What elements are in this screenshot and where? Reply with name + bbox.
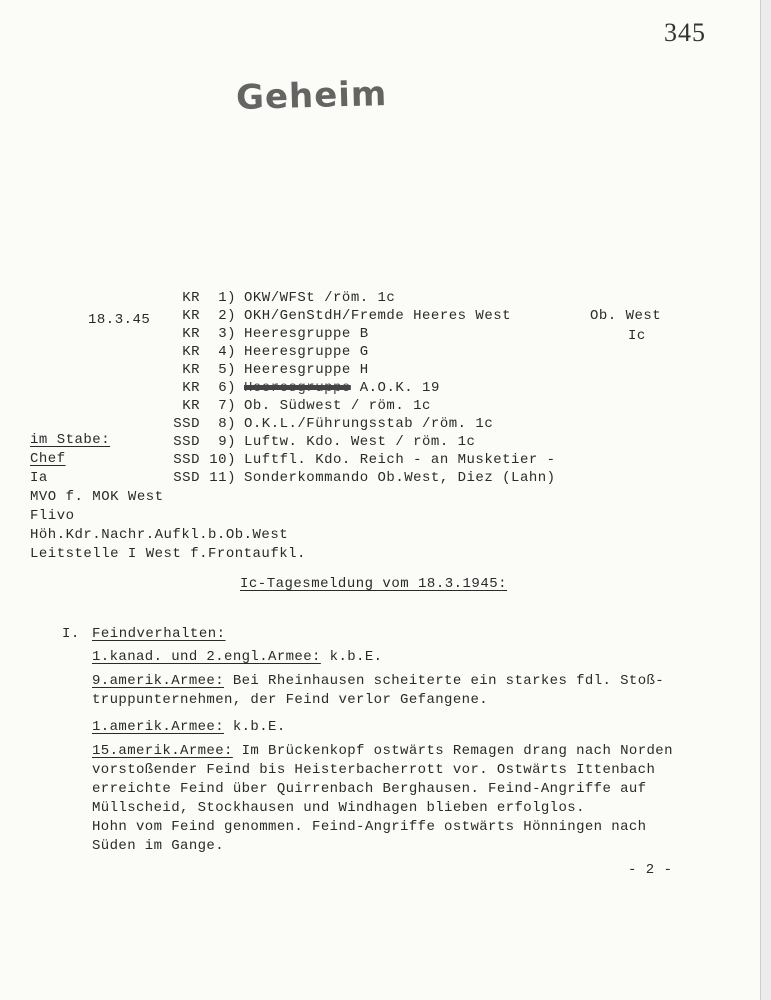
internal-item: Leitstelle I West f.Frontaufkl.: [30, 546, 306, 562]
internal-item: Flivo: [30, 508, 75, 524]
internal-item: Höh.Kdr.Nachr.Aufkl.b.Ob.West: [30, 527, 289, 543]
document-date: 18.3.45: [88, 312, 151, 328]
secret-stamp: Geheim: [235, 74, 388, 118]
struck-text: Heeresgruppe: [244, 380, 351, 396]
section-title: Feindverhalten:: [92, 626, 226, 642]
entry-label: 9.amerik.Armee:: [92, 673, 225, 689]
recipient-line2: Ic: [628, 328, 646, 344]
internal-item: MVO f. MOK West: [30, 489, 164, 505]
distribution-item: SSD 11) Sonderkommando Ob.West, Diez (Lahn): [173, 470, 556, 486]
distribution-item: KR 1) OKW/WFSt /röm. 1c: [182, 290, 396, 306]
distribution-item: KR 4) Heeresgruppe G: [182, 344, 369, 360]
page-footer: - 2 -: [628, 862, 673, 878]
report-entry: 15.amerik.Armee: Im Brückenkopf ostwärts Remagen drang nach Norden vorstoßender Feind bis Heisterbacherrott vor. Ostwärts Ittenbach erreichte Feind über Quirrenbach Berghausen. Feind-Angriffe auf Müllscheid, Stockhausen und Windhagen blieben erfolglos. Hohn vom Feind genommen. Feind-Angriffe ostwärts Hönningen nach Süden im Gange.: [92, 743, 673, 854]
entry-label: 15.amerik.Armee:: [92, 743, 233, 759]
distribution-item: SSD 9) Luftw. Kdo. West / röm. 1c: [173, 434, 476, 450]
internal-heading: im Stabe:: [30, 432, 111, 448]
internal-item: Ia: [30, 470, 48, 486]
report-entry: 1.kanad. und 2.engl.Armee: k.b.E.: [92, 649, 383, 665]
page-number: 345: [664, 18, 706, 47]
distribution-item: KR 5) Heeresgruppe H: [182, 362, 369, 378]
distribution-item: SSD 8) O.K.L./Führungsstab /röm. 1c: [173, 416, 494, 432]
distribution-item: KR 3) Heeresgruppe B: [182, 326, 369, 342]
recipient-line1: Ob. West: [590, 308, 662, 324]
distribution-item: SSD 10) Luftfl. Kdo. Reich - an Musketier -: [173, 452, 556, 468]
report-title: Ic-Tagesmeldung vom 18.3.1945:: [240, 576, 508, 592]
entry-label: 1.kanad. und 2.engl.Armee:: [92, 649, 321, 665]
section-number: I.: [62, 626, 80, 642]
entry-label: 1.amerik.Armee:: [92, 719, 225, 735]
report-entry: 9.amerik.Armee: Bei Rheinhausen scheiterte ein starkes fdl. Stoß- truppunternehmen, der Feind verlor Gefangene.: [92, 673, 665, 708]
distribution-item: KR 7) Ob. Südwest / röm. 1c: [182, 398, 431, 414]
internal-item: Chef: [30, 451, 66, 467]
distribution-item: KR 2) OKH/GenStdH/Fremde Heeres West: [182, 308, 512, 324]
report-entry: 1.amerik.Armee: k.b.E.: [92, 719, 286, 735]
distribution-item: KR 6) Heeresgruppe A.O.K. 19: [182, 380, 440, 396]
